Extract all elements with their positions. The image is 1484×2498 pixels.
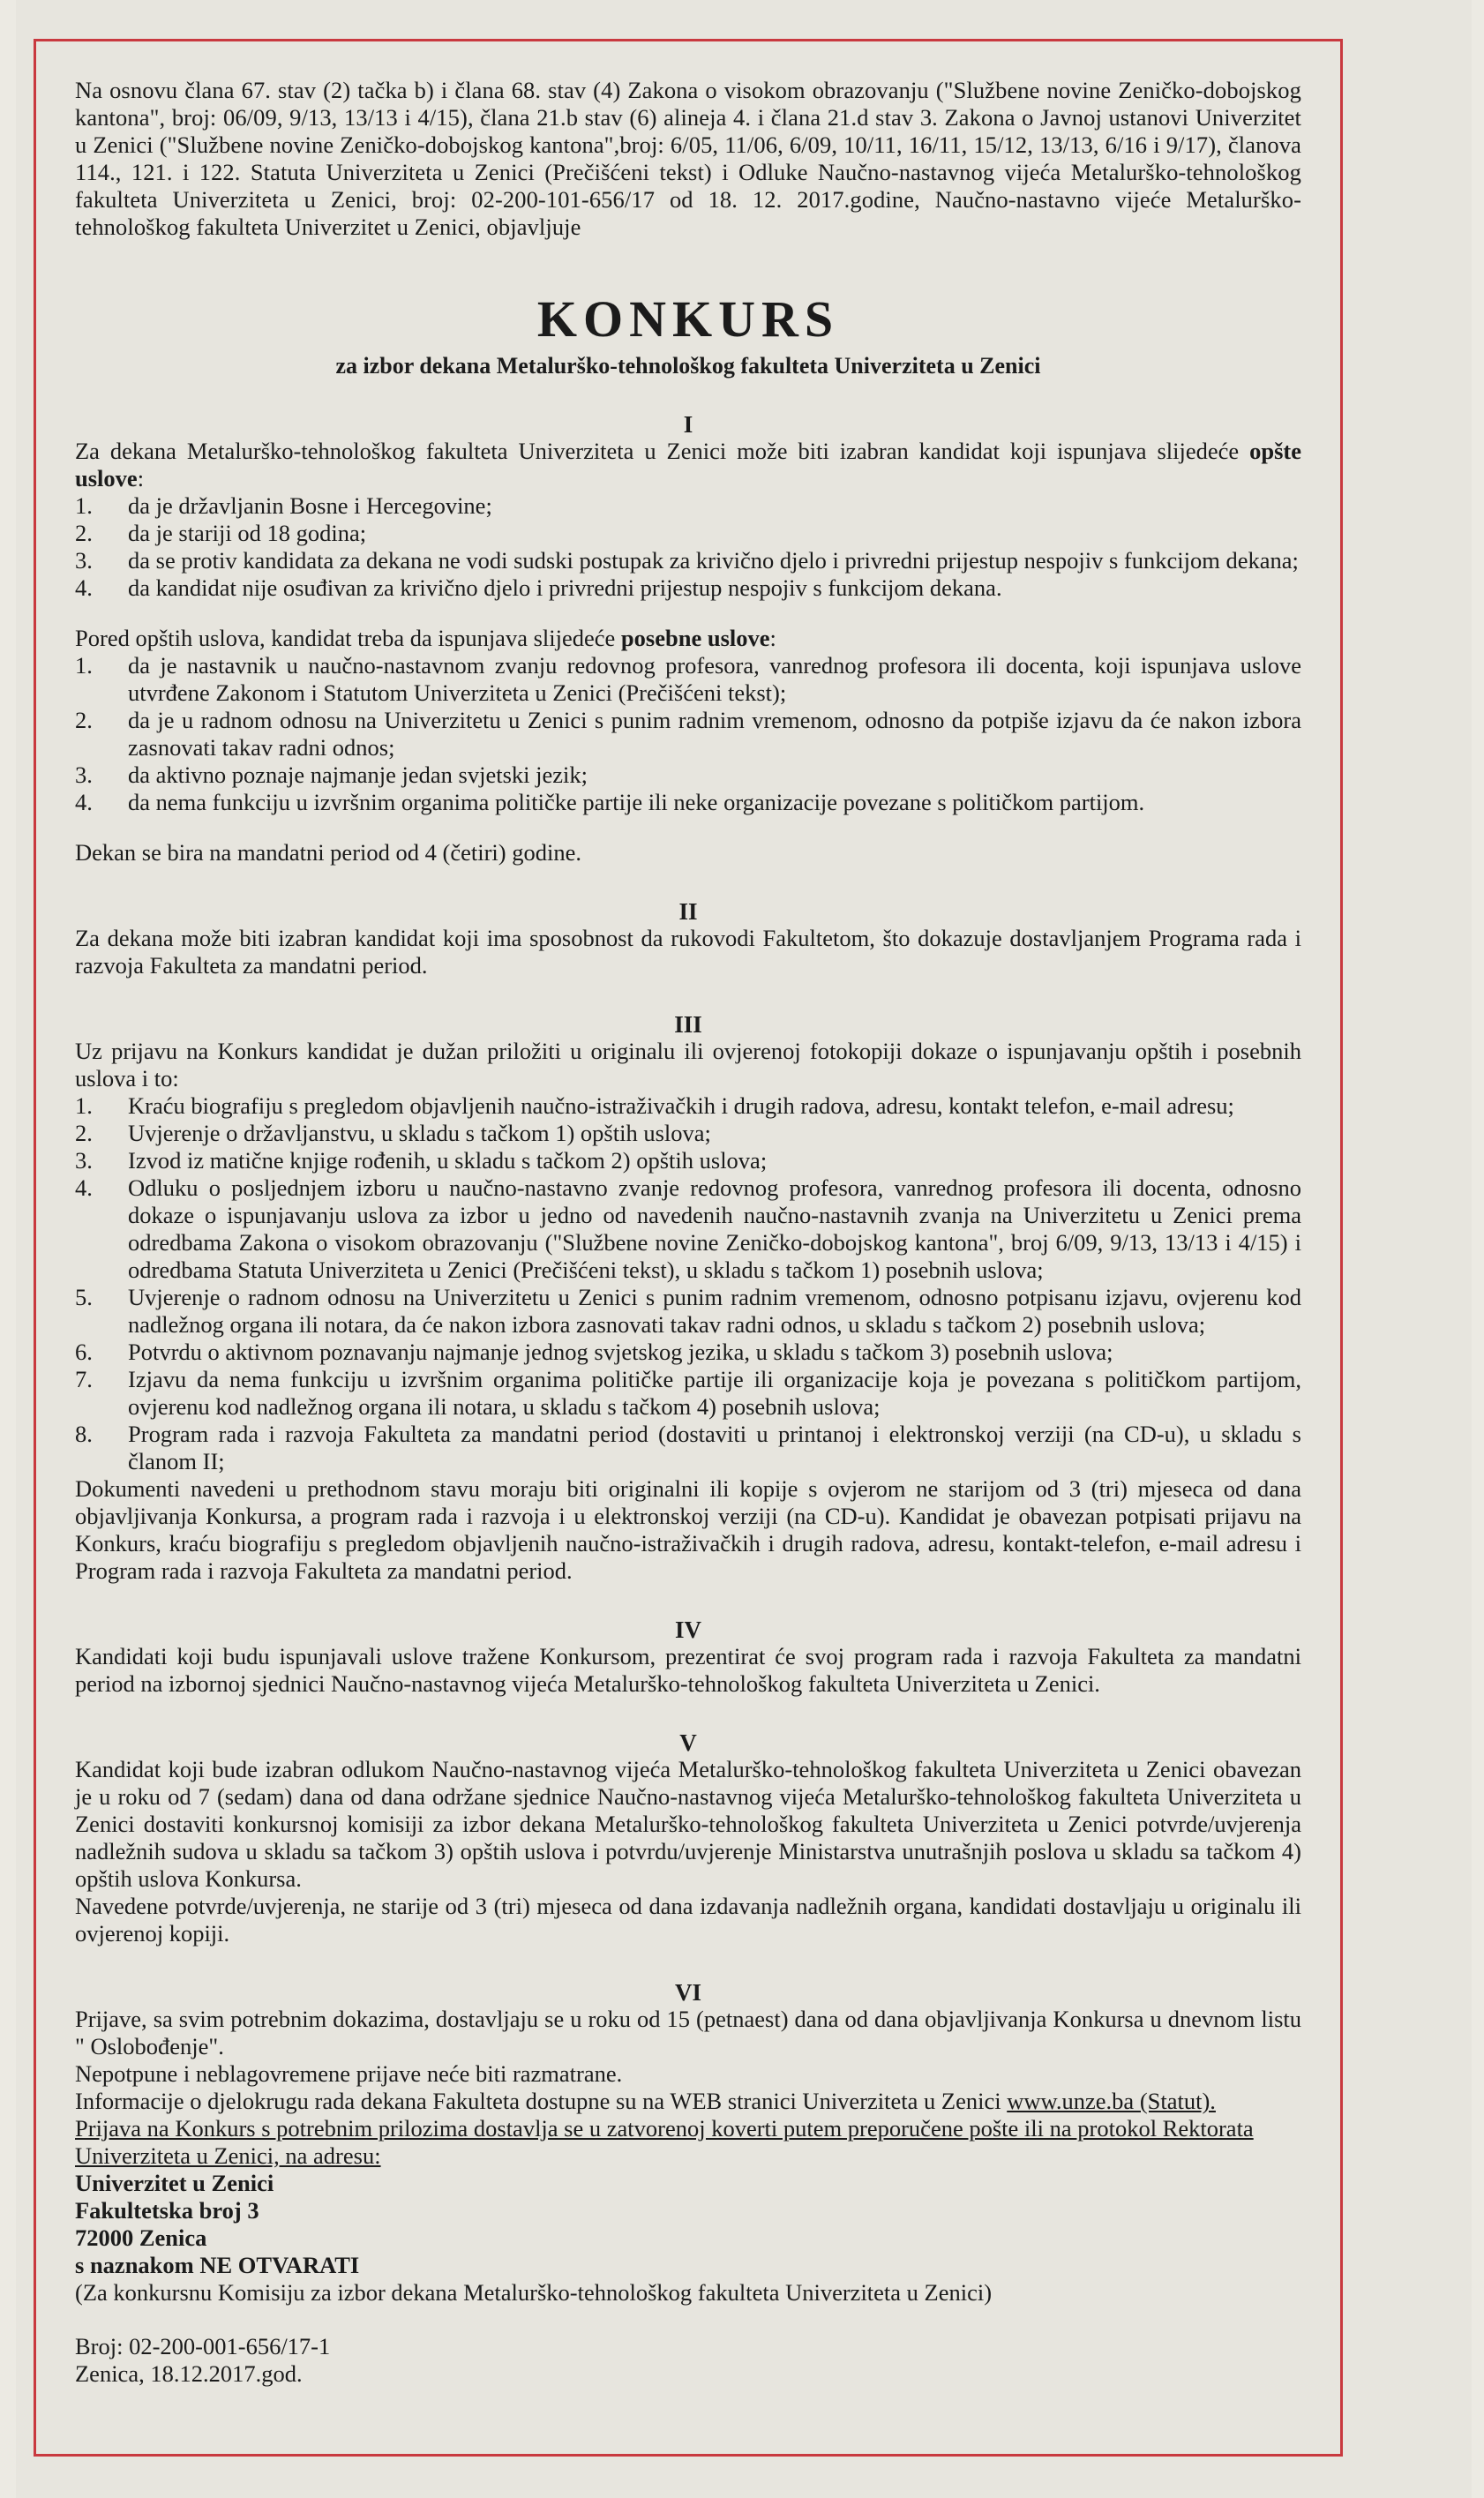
address-line: Univerzitet u Zenici [75, 2170, 274, 2196]
section-iii-lead: Uz prijavu na Konkurs kandidat je dužan priložiti u originalu ili ovjerenoj fotokopiji dokaze o ispunjavanju opštih i posebnih uslova i to: [75, 1038, 1301, 1091]
list-item: 4. Odluku o posljednjem izboru u naučno-nastavno zvanje redovnog profesora, vanrednog profesora ili docenta, odnosno dokaze o ispunjavanju uslova za izbor u jedno od navedenih naučno-nastavnih zvanja na Univerzitetu u Zenici prema odredbama Zakona o visokom obrazovanju ("Službene novine Zeničko-dobojskog kantona", broj 6/09, 9/13, 13/13 i 4/15) i odredbama Statuta Univerziteta u Zenici (Prečišćeni tekst), u skladu s tačkom 1) posebnih uslova; [75, 1174, 1301, 1283]
list-item: 7. Izjavu da nema funkciju u izvršnim organima političke partije ili organizacije koja je povezana s političkom partijom, ovjerenu kod nadležnog organa ili notara, u skladu s tačkom 4) posebnih uslova; [75, 1366, 1301, 1420]
legal-basis-paragraph: Na osnovu člana 67. stav (2) tačka b) i člana 68. stav (4) Zakona o visokom obrazovanju ("Službene novine Zeničko-dobojskog kantona", broj: 06/09, 9/13, 13/13 i 4/15), člana 21.b stav (6) alineja 4. i člana 21.d stav 3. Zakona o Javnoj ustanovi Univerzitet u Zenici ("Službene novine Zeničko-dobojskog kantona",broj: 6/05, 11/06, 6/09, 10/11, 16/11, 15/12, 13/13, 6/16 i 9/17), članova 114., 121. i 122. Statuta Univerziteta u Zenici (Prečišćeni tekst) i Odluke Naučno-nastavnog vijeća Metalurško-tehnološkog fakulteta Univerziteta u Zenici, broj: 02-200-101-656/17 od 18. 12. 2017.godine, Naučno-nastavno vijeće Metalurško-tehnološkog fakulteta Univerzitet u Zenici, objavljuje [75, 77, 1301, 240]
mandate-period: Dekan se bira na mandatni period od 4 (četiri) godine. [75, 839, 581, 866]
list-item: 4. da nema funkciju u izvršnim organima političke partije ili neke organizacije povezane s političkom partijom. [75, 789, 1145, 815]
list-item: 1. da je državljanin Bosne i Hercegovine; [75, 492, 492, 519]
list-item: 4. da kandidat nije osuđivan za krivično djelo i privredni prijestup nespojiv s funkcijom dekana. [75, 574, 1002, 601]
section-iv-text: Kandidati koji budu ispunjavali uslove tražene Konkursom, prezentirat će svoj program rada i razvoja Fakulteta za mandatni period na izbornoj sjednici Naučno-nastavnog vijeća Metalurško-tehnološkog fakulteta Univerziteta u Zenici. [75, 1643, 1301, 1697]
address-note: (Za konkursnu Komisiju za izbor dekana Metalurško-tehnološkog fakulteta Univerziteta u Zenici) [75, 2279, 993, 2306]
document-footer [75, 2333, 1301, 2388]
address-line: s naznakom NE OTVARATI [75, 2252, 360, 2278]
list-item: 6. Potvrdu o aktivnom poznavanju najmanje jednog svjetskog jezika, u skladu s tačkom 3) posebnih uslova; [75, 1339, 1113, 1365]
address-line: 72000 Zenica [75, 2224, 207, 2251]
special-conditions-list [75, 652, 1301, 816]
list-item: 2. Uvjerenje o državljanstvu, u skladu s tačkom 1) opštih uslova; [75, 1120, 711, 1146]
section-heading-v: V [679, 1729, 697, 1756]
section-ii-text: Za dekana može biti izabran kandidat koji ima sposobnost da rukovodi Fakultetom, što dokazuje dostavljanjem Programa rada i razvoja Fakulteta za mandatni period. [75, 925, 1301, 979]
section-vi-text: Prijave, sa svim potrebnim dokazima, dostavljaju se u roku od 15 (petnaest) dana od dana objavljivanja Konkursa u dnevnom listu " Oslobođenje". [75, 2006, 1301, 2059]
required-documents-list [75, 1092, 1301, 1475]
special-conditions-lead: Pored opštih uslova, kandidat treba da ispunjava slijedeće posebne uslove: [75, 625, 776, 651]
website-link[interactable]: www.unze.ba (Statut). [1007, 2088, 1216, 2114]
list-item: 8. Program rada i razvoja Fakulteta za mandatni period (dostaviti u printanoj i elektronskoj verziji (na CD-u), u skladu s članom II; [75, 1421, 1301, 1474]
section-v-text-2: Navedene potvrde/uvjerenja, ne starije od 3 (tri) mjeseca od dana izdavanja nadležnih organa, kandidati dostavljaju u originalu ili ovjerenoj kopiji. [75, 1893, 1301, 1947]
incomplete-applications-note: Nepotpune i neblagovremene prijave neće biti razmatrane. [75, 2060, 623, 2087]
info-paragraph: Informacije o djelokrugu rada dekana Fakulteta dostupne su na WEB stranici Univerziteta u Zenici www.unze.ba (Statut). [75, 2088, 1216, 2114]
list-item: 5. Uvjerenje o radnom odnosu na Univerzitetu u Zenici s punim radnim vremenom, odnosno potpisanu izjavu, ovjerenu kod nadležnog organa ili notara, da će nakon izbora zasnovati takav radni odnos, u skladu s tačkom 2) posebnih uslova; [75, 1284, 1301, 1338]
list-item: 1. Kraću biografiju s pregledom objavljenih naučno-istraživačkih i drugih radova, adresu, kontakt telefon, e-mail adresu; [75, 1092, 1234, 1119]
document-number: Broj: 02-200-001-656/17-1 [75, 2333, 331, 2359]
section-heading-iii: III [674, 1011, 702, 1038]
document-title: KONKURS [536, 290, 840, 348]
general-conditions-lead: Za dekana Metalurško-tehnološkog fakulteta Univerziteta u Zenici može biti izabran kandidat koji ispunjava slijedeće opšte uslove: [75, 438, 1301, 491]
list-item: 3. Izvod iz matične knjige rođenih, u skladu s tačkom 2) opštih uslova; [75, 1147, 768, 1174]
list-item: 1. da je nastavnik u naučno-nastavnom zvanju redovnog profesora, vanrednog profesora ili docenta, koji ispunjava uslove utvrđene Zakonom i Statutom Univerziteta u Zenici (Prečišćeni tekst); [75, 652, 1301, 706]
document-date: Zenica, 18.12.2017.god. [75, 2360, 303, 2387]
section-v-text: Kandidat koji bude izabran odlukom Naučno-nastavnog vijeća Metalurško-tehnološkog fakulteta Univerziteta u Zenici obavezan je u roku od 7 (sedam) dana od dana održane sjednice Naučno-nastavnog vijeća Metalurško-tehnološkog fakulteta Univerziteta u Zenici dostaviti konkursnoj komisiji za izbor dekana Metalurško-tehnološkog fakulteta Univerziteta u Zenici potvrde/uvjerenja nadležnih sudova u skladu sa tačkom 3) opštih uslova i potvrdu/uvjerenje Ministarstva unutrašnjih poslova u skladu sa tačkom 4) opštih uslova Konkursa. [75, 1756, 1301, 1892]
section-heading-vi: VI [674, 1979, 701, 2006]
section-heading-i: I [683, 411, 693, 438]
mailing-address [75, 2170, 1301, 2307]
special-conditions-label: posebne uslove [620, 625, 770, 651]
section-iii-tail: Dokumenti navedeni u prethodnom stavu moraju biti originalni ili kopije s ovjerom ne starijom od 3 (tri) mjeseca od dana objavljivanja Konkursa, a program rada i razvoja i u elektronskoj verziji (na CD-u). Kandidat je obavezan potpisati prijavu na Konkurs, kraću biografiju s pregledom objavljenih naučno-istraživačkih i drugih radova, adresu, kontakt-telefon, e-mail adresu i Program rada i razvoja Fakulteta za mandatni period. [75, 1475, 1301, 1584]
address-line: Fakultetska broj 3 [75, 2197, 259, 2224]
announcement-frame [34, 39, 1343, 2457]
delivery-instructions: Prijava na Konkurs s potrebnim prilozima dostavlja se u zatvorenoj koverti putem preporučene pošte ili na protokol Rektorata Univerziteta u Zenici, na adresu: [75, 2115, 1254, 2169]
general-conditions-label: opšte uslove [75, 438, 1301, 491]
newspaper-page [16, 0, 1472, 2498]
list-item: 2. da je stariji od 18 godina; [75, 520, 367, 546]
general-conditions-list [75, 492, 1301, 602]
list-item: 3. da aktivno poznaje najmanje jedan svjetski jezik; [75, 761, 588, 788]
document-subtitle: za izbor dekana Metalurško-tehnološkog fakulteta Univerziteta u Zenici [335, 353, 1041, 379]
section-heading-iv: IV [674, 1617, 701, 1643]
list-item: 3. da se protiv kandidata za dekana ne vodi sudski postupak za krivično djelo i privredni prijestup nespojiv s funkcijom dekana; [75, 547, 1299, 574]
section-heading-ii: II [678, 898, 698, 925]
list-item: 2. da je u radnom odnosu na Univerzitetu u Zenici s punim radnim vremenom, odnosno da potpiše izjavu da će nakon izbora zasnovati takav radni odnos; [75, 707, 1301, 761]
